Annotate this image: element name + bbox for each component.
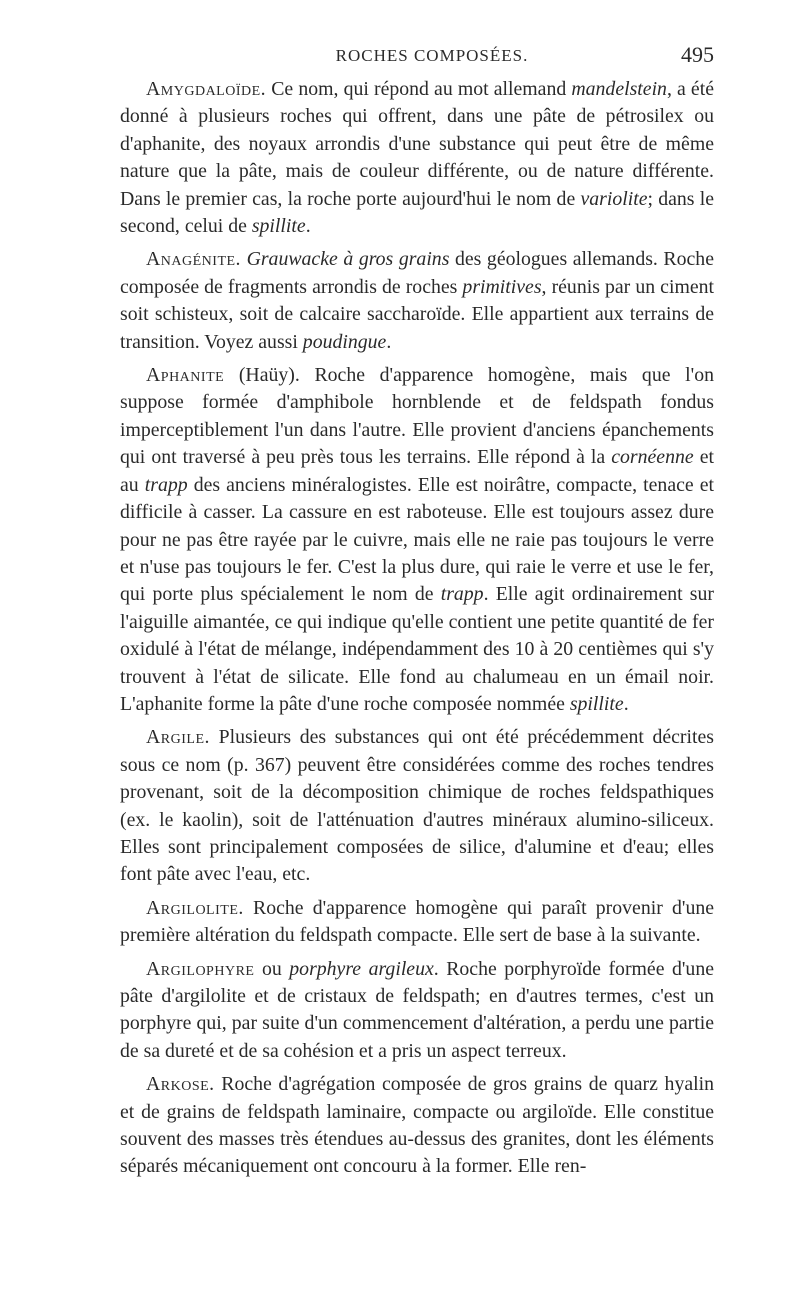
entry-text: Plusieurs des substances qui ont été précédemment décrites sous ce nom (p. 367) peuvent être considérées comme des roches tendres provenant, soit de la décomposition chimique de roches feldspathiques (ex. le kaolin), soit de l'atténuation d'autres minéraux alumino-siliceux. Elles sont principalement composées de silice, d'alumine et d'eau; elles font pâte avec l'eau, etc. <box>120 726 714 886</box>
entry-text: . Elle agit ordinairement sur l'aiguille aimantée, ce qui indique qu'elle contient une petite quantité de fer oxidulé à l'état de mélange, indépendamment des 10 à 20 centièmes qui s'y trouvent à l'état de silicate. Elle fond au chalumeau en un émail noir. L'aphanite forme la pâte d'une roche composée nommée <box>120 583 714 715</box>
entry-italic: trapp <box>440 583 484 606</box>
entry-anagenite <box>120 246 714 356</box>
entry-amygdaloide <box>120 76 714 240</box>
entry-aphanite <box>120 362 714 718</box>
entry-term: Argile. <box>146 726 210 749</box>
entry-term: Amygdaloïde. <box>146 78 267 100</box>
entry-text: , réunis par un ciment soit schisteux, soit de calcaire saccharoïde. Elle appartient aux terrains de transition. Voyez aussi <box>120 275 714 353</box>
entry-argilophyre <box>120 956 714 1066</box>
entry-italic: spillite <box>251 215 306 238</box>
entry-text: . <box>623 692 629 715</box>
entry-italic: cornéenne <box>611 446 694 469</box>
entry-argilolite <box>120 895 714 950</box>
entry-term: Aphanite <box>146 364 225 387</box>
entry-italic: trapp <box>144 473 188 496</box>
running-head <box>120 40 714 72</box>
entry-term: Argilolite. <box>146 896 244 919</box>
entry-text: (Haüy). Roche d'apparence homogène, mais que l'on suppose formée d'amphibole hornblende et de feldspath fondus imperceptiblement l'un dans l'autre. Elle provient d'anciens épanchements qui ont traversé à peu près tous les terrains. Elle répond à la <box>120 364 714 469</box>
page-number: 495 <box>681 42 714 67</box>
entry-text: . <box>386 330 392 353</box>
entry-text: Ce nom, qui répond au mot allemand <box>266 78 572 100</box>
entry-italic: variolite <box>580 187 648 210</box>
entry-italic: spillite <box>569 692 624 715</box>
entry-text: ; dans le second, celui de <box>120 187 715 238</box>
entry-argile <box>120 724 714 888</box>
entry-term: Argilophyre <box>146 957 255 980</box>
entry-term: Arkose. <box>146 1073 215 1096</box>
entry-text: des géologues allemands. Roche composée de fragments arrondis de roches <box>120 248 714 298</box>
entry-italic: poudingue <box>302 330 387 353</box>
entry-arkose <box>120 1071 714 1181</box>
entry-text: ou <box>254 957 290 980</box>
entry-text: Roche d'apparence homogène qui paraît provenir d'une première altération du feldspath compacte. Elle sert de base à la suivante. <box>120 896 714 947</box>
running-title: ROCHES COMPOSÉES. <box>335 46 529 65</box>
entry-text: Roche d'agrégation composée de gros grains de quarz hyalin et de grains de feldspath laminaire, compacte ou argiloïde. Elle constitue souvent des masses très étendues au-dessus des granites, dont les éléments séparés mécaniquement ont concouru à la former. Elle ren- <box>120 1073 714 1178</box>
entry-italic: Grauwacke à gros grains <box>246 248 450 271</box>
entry-italic: porphyre argileux <box>289 957 434 980</box>
entry-text: . Roche porphyroïde formée d'une pâte d'argilolite et de cristaux de feldspath; en d'autres termes, c'est un porphyre qui, par suite d'un commencement d'altération, a perdu une partie de sa dureté et de sa cohésion et a pris un aspect terreux. <box>120 957 714 1062</box>
entry-italic: primitives <box>462 275 542 298</box>
entry-text: des anciens minéralogistes. Elle est noirâtre, compacte, tenace et difficile à casser. La cassure en est raboteuse. Elle est toujours assez dure pour ne pas être rayée par le cuivre, mais elle ne raie pas toujours le verre et n'use pas toujours le fer. C'est la plus dure, qui raie le verre et use le fer, qui porte plus spécialement le nom de <box>120 473 715 606</box>
entry-text: et au <box>120 446 714 496</box>
entry-text: . <box>305 215 311 238</box>
entry-term: Anagénite. <box>146 248 241 271</box>
entry-text: , a été donné à plusieurs roches qui offrent, dans une pâte de pétrosilex ou d'aphanite, des noyaux arrondis d'une substance qui peut être de même nature que la pâte, mais de couleur différente, ou de nature différente. Dans le premier cas, la roche porte aujourd'hui le nom de <box>120 78 714 210</box>
entry-italic: mandelstein <box>571 78 667 100</box>
